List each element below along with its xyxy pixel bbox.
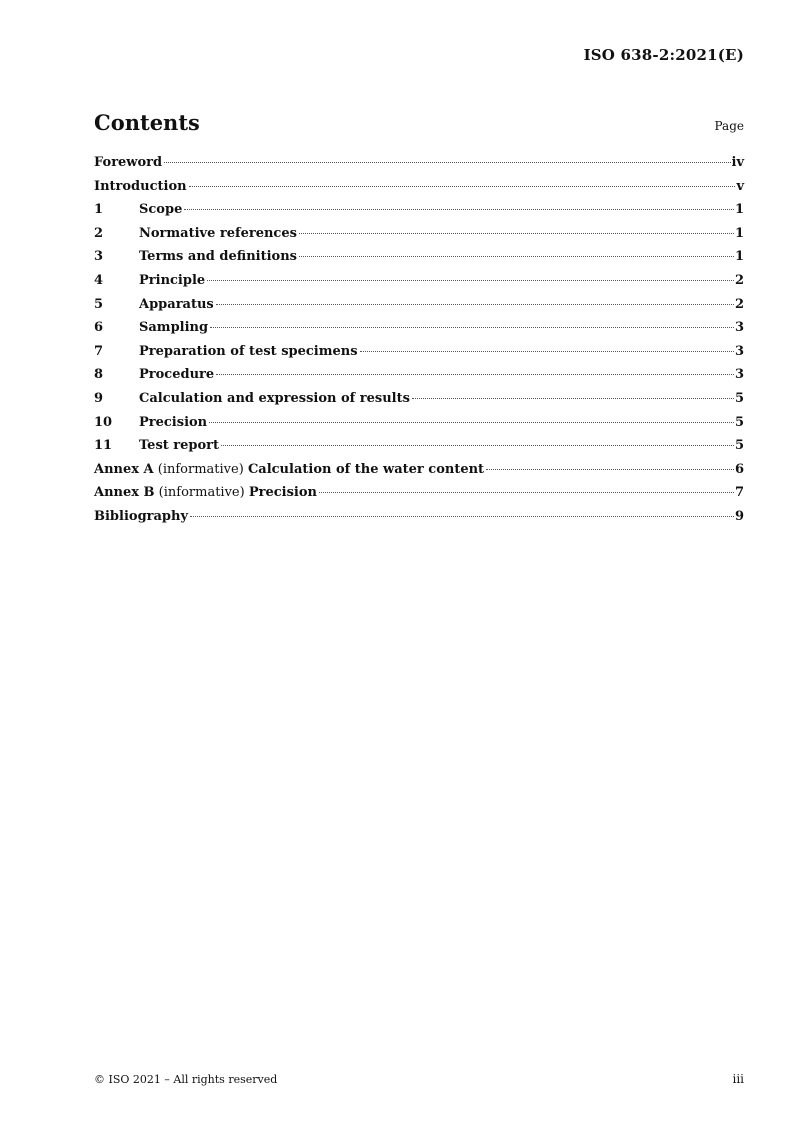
contents-title: Contents	[94, 110, 200, 135]
toc-entry-page: 3	[734, 367, 744, 383]
toc-entry-number: 8	[94, 367, 104, 383]
toc-entry-bibliography[interactable]	[94, 509, 744, 533]
dot-leader	[299, 233, 734, 234]
toc-entry-calculation-and-expression[interactable]	[94, 391, 744, 415]
dot-leader	[184, 209, 734, 210]
toc-entry-page: iv	[731, 155, 744, 170]
annex-title: Precision	[248, 485, 317, 501]
toc-entry-principle[interactable]	[94, 273, 744, 297]
toc-entry-preparation-of-test-specimens[interactable]	[94, 344, 744, 368]
dot-leader	[486, 469, 734, 470]
dot-leader	[209, 422, 734, 423]
toc-entry-title: Test report	[139, 438, 220, 454]
footer-copyright: © ISO 2021 – All rights reserved	[94, 1073, 278, 1086]
dot-leader	[164, 162, 730, 163]
annex-label: Annex B	[94, 485, 155, 501]
annex-type: (informative)	[158, 485, 245, 501]
toc-entry-apparatus[interactable]	[94, 297, 744, 321]
toc-entry-sampling[interactable]	[94, 320, 744, 344]
toc-entry-title: Principle	[139, 272, 206, 288]
toc-entry-precision[interactable]	[94, 415, 744, 439]
toc-entry-annex-a[interactable]	[94, 462, 744, 486]
toc-entry-procedure[interactable]	[94, 367, 744, 391]
toc-entry-number: 10	[94, 414, 113, 430]
toc-entry-terms-and-definitions[interactable]	[94, 249, 744, 273]
toc-entry-title: Normative references	[139, 225, 297, 241]
toc-entry-page: 5	[734, 390, 744, 406]
toc-entry-title: Preparation of test specimens	[139, 343, 358, 359]
toc-entry-scope[interactable]	[94, 202, 744, 226]
toc-entry-title: Apparatus	[139, 296, 214, 312]
toc-entry-page: 5	[734, 438, 744, 454]
toc-entry-title: Scope	[139, 202, 183, 218]
toc-entry-page: 1	[734, 202, 744, 218]
toc-entry-normative-references[interactable]	[94, 226, 744, 250]
toc-entry-page: 2	[734, 296, 744, 312]
toc-entry-page: 1	[734, 225, 744, 241]
toc-entry-number: 3	[94, 249, 104, 265]
toc-entry-number: 7	[94, 343, 104, 359]
toc-entry-page: 9	[734, 508, 744, 524]
toc-entry-number: 6	[94, 320, 104, 336]
page-column-label: Page	[714, 119, 744, 133]
dot-leader	[299, 256, 734, 257]
toc-entry-annex-b[interactable]	[94, 485, 744, 509]
dot-leader	[360, 351, 734, 352]
toc-entry-number: 5	[94, 296, 104, 312]
toc-entry-number: 4	[94, 272, 104, 288]
toc-entry-page: 2	[734, 272, 744, 288]
toc-entry-page: v	[736, 178, 744, 194]
toc-entry-page: 1	[734, 249, 744, 265]
toc-entry-title: Precision	[139, 414, 208, 430]
toc-entry-page: 6	[734, 461, 744, 477]
toc-entry-test-report[interactable]	[94, 438, 744, 462]
annex-type: (informative)	[157, 461, 244, 477]
dot-leader	[319, 492, 734, 493]
dot-leader	[216, 374, 734, 375]
dot-leader	[190, 516, 734, 517]
toc-entry-introduction[interactable]	[94, 179, 744, 203]
dot-leader	[207, 280, 734, 281]
toc-entry-title: Bibliography	[94, 508, 189, 524]
toc-entry-number: 2	[94, 225, 104, 241]
document-id: ISO 638-2:2021(E)	[583, 46, 744, 64]
annex-label: Annex A	[94, 461, 154, 477]
toc-entry-title: Introduction	[94, 178, 187, 194]
footer-page-number: iii	[732, 1072, 744, 1086]
dot-leader	[221, 445, 734, 446]
toc-entry-page: 5	[734, 414, 744, 430]
toc-entry-foreword[interactable]	[94, 155, 744, 179]
toc-entry-title: Procedure	[139, 367, 215, 383]
dot-leader	[210, 327, 734, 328]
toc-entry-page: 7	[734, 485, 744, 501]
dot-leader	[216, 304, 734, 305]
toc-entry-number: 1	[94, 202, 104, 218]
dot-leader	[189, 186, 736, 187]
contents-header	[94, 110, 744, 140]
dot-leader	[412, 398, 734, 399]
table-of-contents	[94, 155, 744, 533]
toc-entry-number: 9	[94, 390, 104, 406]
toc-entry-title: Calculation and expression of results	[139, 390, 410, 406]
toc-entry-title: Sampling	[139, 320, 209, 336]
toc-entry-page: 3	[734, 320, 744, 336]
toc-entry-number: 11	[94, 438, 113, 454]
annex-title: Calculation of the water content	[247, 461, 485, 477]
toc-entry-title: Terms and definitions	[139, 249, 297, 265]
toc-entry-title: Foreword	[94, 155, 163, 170]
toc-entry-page: 3	[734, 343, 744, 359]
